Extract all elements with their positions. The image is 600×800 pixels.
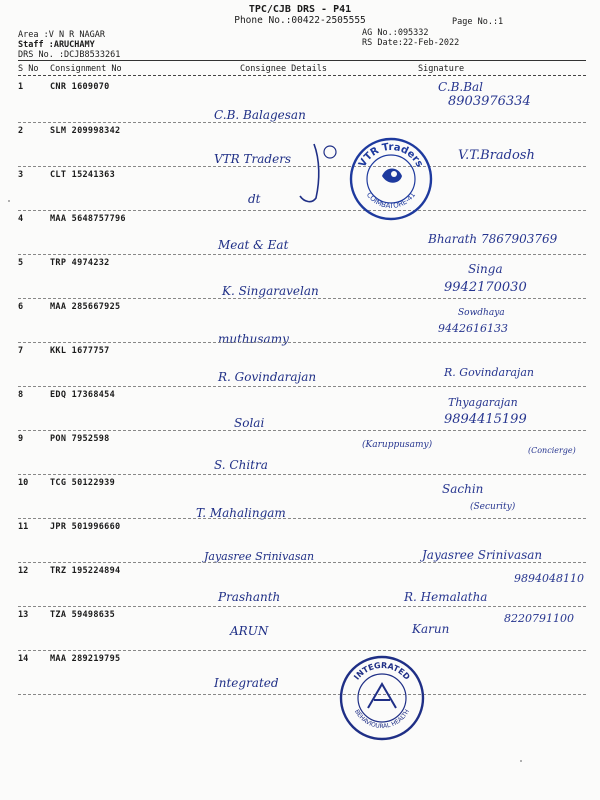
row-divider	[18, 430, 586, 431]
row-consignment: MAA 289219795	[50, 654, 121, 664]
row-consignment: TZA 59498635	[50, 610, 116, 620]
row-consignment: CNR 1609070	[50, 82, 110, 92]
row-consignee: ARUN	[230, 624, 269, 638]
row-sno: 7	[18, 346, 24, 356]
row-consignee: Integrated	[214, 676, 279, 690]
svg-text:COIMBATORE-41	[365, 191, 417, 210]
row-sno: 6	[18, 302, 24, 312]
row-consignment: JPR 501996660	[50, 522, 121, 532]
row-consignee: Solai	[234, 416, 265, 430]
row-consignment: PON 7952598	[50, 434, 110, 444]
row-sno: 2	[18, 126, 24, 136]
row-consignment: MAA 285667925	[50, 302, 121, 312]
row-signature: C.B.Bal	[438, 80, 484, 94]
stamp-vtr-title: VTR Traders	[357, 142, 425, 170]
row-consignment: KKL 1677757	[50, 346, 110, 356]
row-sno: 14	[18, 654, 29, 664]
row-divider	[18, 386, 586, 387]
row-signature: Thyagarajan	[448, 396, 518, 409]
row-sno: 1	[18, 82, 24, 92]
row-consignee: Meat & Eat	[218, 238, 289, 252]
vtr-traders-stamp	[348, 136, 434, 222]
row-divider	[18, 474, 586, 475]
ag-number: AG No.:095332	[362, 28, 429, 38]
row-signature: R. Hemalatha	[404, 590, 488, 604]
row-consignee: C.B. Balagesan	[214, 108, 306, 122]
row-consignment: CLT 15241363	[50, 170, 116, 180]
row-signature-phone: 8220791100	[504, 612, 574, 625]
col-consignee: Consignee Details	[240, 64, 327, 74]
row-sno: 10	[18, 478, 29, 488]
row-signature: V.T.Bradosh	[458, 148, 535, 163]
row-consignment: TCG 50122939	[50, 478, 116, 488]
row-sno: 11	[18, 522, 29, 532]
row-divider	[18, 342, 586, 343]
columns-rule	[18, 75, 586, 76]
header-right	[362, 28, 459, 48]
row-sno: 8	[18, 390, 24, 400]
drs-number: DRS No. :DCJB8533261	[18, 50, 121, 60]
row-signature-note: (Security)	[470, 502, 516, 512]
row-divider	[18, 122, 586, 123]
table-row	[18, 654, 586, 712]
scan-speck	[520, 760, 522, 762]
row-sno: 3	[18, 170, 24, 180]
row-consignment: EDQ 17368454	[50, 390, 116, 400]
row-consignment: SLM 209998342	[50, 126, 121, 136]
staff-field: Staff :ARUCHAMY	[18, 40, 95, 50]
row-consignee: dt	[248, 192, 261, 206]
row-signature-note: (Concierge)	[528, 446, 576, 455]
row-consignee: VTR Traders	[214, 152, 292, 166]
row-divider	[18, 694, 586, 695]
row-sno: 5	[18, 258, 24, 268]
row-signature: R. Govindarajan	[444, 366, 534, 379]
stamp-integrated-title: INTEGRATED	[352, 660, 412, 682]
row-consignee: muthusamy	[218, 332, 289, 346]
row-consignee: R. Govindarajan	[218, 370, 317, 384]
header-block	[200, 4, 400, 26]
row-sno: 9	[18, 434, 24, 444]
row-consignment: MAA 5648757796	[50, 214, 126, 224]
row-signature: Singa	[468, 262, 503, 276]
row-divider	[18, 606, 586, 607]
row-divider	[18, 518, 586, 519]
document-title: TPC/CJB DRS - P41	[248, 4, 352, 15]
stamp-vtr-city: COIMBATORE-41	[364, 190, 418, 211]
row-signature: Jayasree Srinivasan	[422, 548, 543, 562]
row-sno: 4	[18, 214, 24, 224]
stamp-integrated-subtitle: BEHAVIOURAL HEALTH	[353, 708, 411, 731]
row-signature-phone: 9442616133	[438, 322, 508, 335]
col-consignment: Consignment No	[50, 64, 122, 74]
row-consignee: S. Chitra	[214, 458, 268, 472]
row-consignment: TRZ 195224894	[50, 566, 121, 576]
scan-speck	[8, 200, 10, 202]
row-signature-phone: 9894415199	[444, 412, 527, 427]
row-consignment: TRP 4974232	[50, 258, 110, 268]
integrated-stamp	[338, 654, 426, 742]
row-divider	[18, 298, 586, 299]
row-sno: 13	[18, 610, 29, 620]
row-divider	[18, 650, 586, 651]
row-signature: Bharath 7867903769	[428, 232, 558, 246]
row-signature: (Karuppusamy)	[362, 440, 433, 450]
row-signature: Karun	[412, 622, 450, 636]
row-divider	[18, 210, 586, 211]
header-rule	[18, 60, 586, 61]
row-sno: 12	[18, 566, 29, 576]
row-consignee: Prashanth	[218, 590, 281, 604]
phone-number: Phone No.:00422-2505555	[234, 15, 366, 26]
row-signature-phone: 9894048110	[514, 572, 584, 585]
row-signature: Sachin	[442, 482, 484, 496]
row-consignee: K. Singaravelan	[222, 284, 319, 298]
row-signature-phone: 9942170030	[444, 280, 527, 295]
row-consignee: T. Mahalingam	[196, 506, 286, 520]
row-signature-phone: 8903976334	[448, 94, 531, 109]
row-divider	[18, 562, 586, 563]
page-number: Page No.:1	[452, 17, 504, 27]
handwritten-bracket-mark	[286, 140, 346, 210]
row-signature: Sowdhaya	[458, 308, 505, 318]
col-signature: Signature	[418, 64, 465, 74]
header-left	[18, 30, 120, 60]
row-consignee: Jayasree Srinivasan	[204, 550, 315, 563]
area-field: Area :V N R NAGAR	[18, 30, 105, 40]
col-sno: S No	[18, 64, 39, 74]
rs-date: RS Date:22-Feb-2022	[362, 38, 460, 48]
row-divider	[18, 254, 586, 255]
